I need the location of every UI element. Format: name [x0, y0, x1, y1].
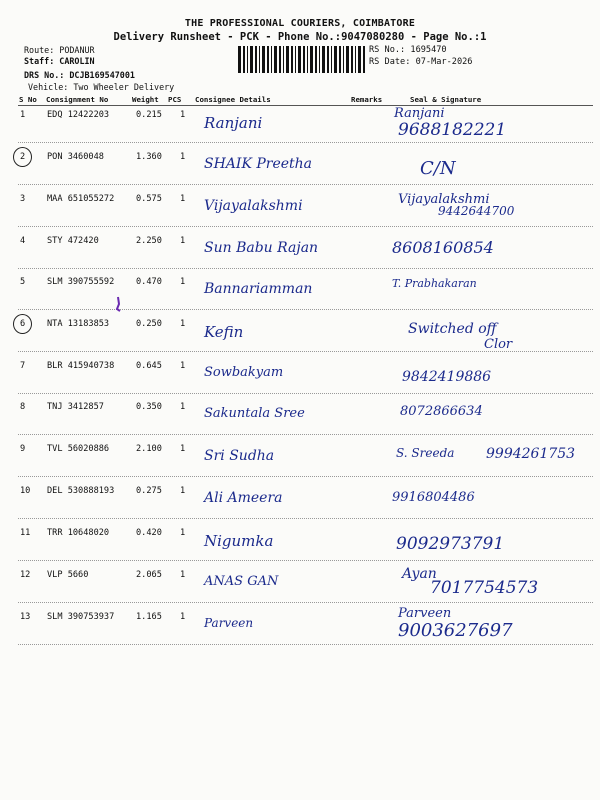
- company-title: THE PROFESSIONAL COURIERS, COIMBATORE: [184, 18, 416, 29]
- ink-mark: [112, 296, 124, 312]
- barcode-bar: [307, 46, 308, 73]
- col-consignee: Consignee Details: [195, 95, 271, 104]
- barcode-bar: [331, 46, 332, 73]
- row-signature-extra: 7017754573: [430, 578, 539, 598]
- row-sno: 11: [20, 528, 31, 538]
- row-signature: Parveen: [398, 606, 452, 621]
- barcode-bar: [343, 46, 344, 73]
- row-signature: Vijayalakshmi: [398, 192, 490, 207]
- row-consignee: SHAIK Preetha: [204, 156, 313, 172]
- row-signature: Switched off: [408, 321, 497, 337]
- row-weight: 2.250: [136, 236, 162, 246]
- row-signature-extra: Clor: [484, 337, 513, 352]
- row-consignee: Ali Ameera: [204, 490, 283, 506]
- row-signature: S. Sreeda: [396, 446, 455, 460]
- row-circle-mark: [13, 147, 32, 167]
- row-consignment-no: STY 472420: [47, 236, 99, 246]
- row-sno: 1: [20, 110, 26, 120]
- barcode-bar: [267, 46, 269, 73]
- row-divider: [18, 602, 593, 603]
- row-signature: 9842419886: [402, 369, 492, 385]
- row-consignment-no: EDQ 12422203: [47, 110, 110, 120]
- drs-label: DRS No.: DCJB169547001: [24, 70, 135, 80]
- row-weight: 1.165: [136, 612, 162, 622]
- row-consignee: Sri Sudha: [204, 448, 275, 464]
- barcode-bar: [250, 46, 253, 73]
- row-weight: 0.645: [136, 361, 162, 371]
- row-divider: [18, 142, 593, 143]
- barcode-bar: [259, 46, 260, 73]
- col-sno: S No: [19, 95, 37, 104]
- rs-info: [369, 45, 472, 68]
- row-sno: 4: [20, 236, 26, 246]
- row-signature: 8072866634: [400, 404, 483, 419]
- row-signature: C/N: [420, 158, 456, 179]
- barcode-bar: [319, 46, 320, 73]
- row-signature-extra: 9688182221: [398, 120, 507, 140]
- barcode-bar: [283, 46, 284, 73]
- barcode-bar: [303, 46, 305, 73]
- row-sno: 5: [20, 277, 26, 287]
- row-divider: [18, 309, 593, 310]
- row-pcs: 1: [180, 570, 186, 580]
- row-pcs: 1: [180, 152, 186, 162]
- row-pcs: 1: [180, 277, 186, 287]
- barcode-bar: [271, 46, 272, 73]
- barcode-bar: [295, 46, 296, 73]
- row-signature-extra: 9003627697: [398, 620, 513, 641]
- rs-date: RS Date: 07-Mar-2026: [369, 56, 473, 67]
- row-weight: 0.275: [136, 486, 162, 496]
- row-sno: 8: [20, 402, 26, 412]
- row-consignment-no: VLP 5660: [47, 570, 89, 580]
- row-divider: [18, 560, 593, 561]
- col-weight: Weight: [132, 95, 159, 104]
- row-consignment-no: SLM 390753937: [47, 612, 115, 622]
- row-pcs: 1: [180, 528, 186, 538]
- barcode-bar: [334, 46, 337, 73]
- barcode-bar: [255, 46, 257, 73]
- row-sno: 7: [20, 361, 26, 371]
- barcode-bar: [351, 46, 353, 73]
- barcode-bar: [243, 46, 245, 73]
- row-weight: 0.420: [136, 528, 162, 538]
- row-sno: 9: [20, 444, 26, 454]
- col-remarks: Remarks: [351, 95, 383, 104]
- barcode-bar: [322, 46, 325, 73]
- rs-number: RS No.: 1695470: [369, 45, 447, 55]
- row-consignment-no: NTA 13183853: [47, 319, 110, 329]
- row-divider: [18, 393, 593, 394]
- row-divider: [18, 434, 593, 435]
- row-pcs: 1: [180, 110, 186, 120]
- row-consignee: Parveen: [204, 616, 254, 630]
- row-consignment-no: PON 3460048: [47, 152, 104, 162]
- barcode-bar: [310, 46, 313, 73]
- row-pcs: 1: [180, 194, 186, 204]
- row-consignee: Ranjani: [204, 114, 263, 132]
- row-signature: Ranjani: [394, 106, 445, 121]
- barcode-bar: [346, 46, 349, 73]
- row-consignee: Vijayalakshmi: [204, 198, 303, 214]
- row-pcs: 1: [180, 444, 186, 454]
- row-consignment-no: DEL 530888193: [47, 486, 115, 496]
- header-rule: [18, 105, 593, 106]
- row-sno: 3: [20, 194, 26, 204]
- row-signature: 9092973791: [396, 534, 505, 554]
- row-sno: 12: [20, 570, 31, 580]
- barcode-bar: [274, 46, 277, 73]
- row-divider: [18, 268, 593, 269]
- barcode-bar: [238, 46, 241, 73]
- row-divider: [18, 476, 593, 477]
- row-sno: 10: [20, 486, 31, 496]
- row-divider: [18, 226, 593, 227]
- barcode-bar: [327, 46, 329, 73]
- row-consignment-no: SLM 390755592: [47, 277, 115, 287]
- barcode-bar: [279, 46, 281, 73]
- row-divider: [18, 184, 593, 185]
- row-signature-extra: 9994261753: [486, 446, 576, 462]
- row-divider: [18, 518, 593, 519]
- row-consignee: Bannariamman: [204, 281, 313, 297]
- row-signature: Ayan: [402, 566, 437, 582]
- row-signature: 9916804486: [392, 490, 475, 505]
- row-consignment-no: TVL 56020886: [47, 444, 110, 454]
- row-consignee: Nigumka: [204, 532, 274, 550]
- route-label: Route: PODANUR: [24, 45, 95, 55]
- barcode-bar: [262, 46, 265, 73]
- row-weight: 2.065: [136, 570, 162, 580]
- row-weight: 0.350: [136, 402, 162, 412]
- row-pcs: 1: [180, 236, 186, 246]
- row-pcs: 1: [180, 361, 186, 371]
- barcode-bar: [315, 46, 317, 73]
- row-consignment-no: BLR 415940738: [47, 361, 115, 371]
- row-weight: 0.250: [136, 319, 162, 329]
- row-signature: 8608160854: [392, 238, 494, 257]
- row-sno: 2: [20, 152, 26, 162]
- barcode-bar: [358, 46, 361, 73]
- row-pcs: 1: [180, 402, 186, 412]
- barcode-bar: [286, 46, 289, 73]
- barcode-bar: [298, 46, 301, 73]
- row-consignment-no: TNJ 3412857: [47, 402, 104, 412]
- row-consignment-no: MAA 651055272: [47, 194, 115, 204]
- row-weight: 2.100: [136, 444, 162, 454]
- barcode-bar: [355, 46, 356, 73]
- row-weight: 0.215: [136, 110, 162, 120]
- col-seal: Seal & Signature: [410, 95, 482, 104]
- row-consignee: ANAS GAN: [204, 574, 279, 589]
- runsheet-subtitle: Delivery Runsheet - PCK - Phone No.:9047080280 - Page No.:1: [113, 31, 487, 43]
- row-signature: T. Prabhakaran: [392, 277, 477, 290]
- col-pcs: PCS: [168, 95, 182, 104]
- row-pcs: 1: [180, 486, 186, 496]
- staff-label: Staff: CAROLIN: [24, 56, 95, 66]
- row-consignee: Sun Babu Rajan: [204, 240, 319, 256]
- row-divider: [18, 644, 593, 645]
- row-sno: 13: [20, 612, 31, 622]
- row-weight: 1.360: [136, 152, 162, 162]
- row-weight: 0.575: [136, 194, 162, 204]
- row-pcs: 1: [180, 612, 186, 622]
- row-sno: 6: [20, 319, 26, 329]
- row-signature-extra: 9442644700: [438, 204, 515, 218]
- row-weight: 0.470: [136, 277, 162, 287]
- barcode-bar: [339, 46, 341, 73]
- row-circle-mark: [13, 314, 32, 334]
- row-consignee: Sakuntala Sree: [204, 406, 305, 421]
- col-consignment: Consignment No: [46, 95, 109, 104]
- barcode: [238, 46, 366, 73]
- vehicle-label: Vehicle: Two Wheeler Delivery: [28, 82, 175, 92]
- row-pcs: 1: [180, 319, 186, 329]
- row-divider: [18, 351, 593, 352]
- barcode-bar: [247, 46, 248, 73]
- row-consignee: Kefin: [204, 323, 244, 341]
- barcode-bar: [363, 46, 365, 73]
- row-consignee: Sowbakyam: [204, 365, 284, 380]
- barcode-bar: [291, 46, 293, 73]
- row-consignment-no: TRR 10648020: [47, 528, 110, 538]
